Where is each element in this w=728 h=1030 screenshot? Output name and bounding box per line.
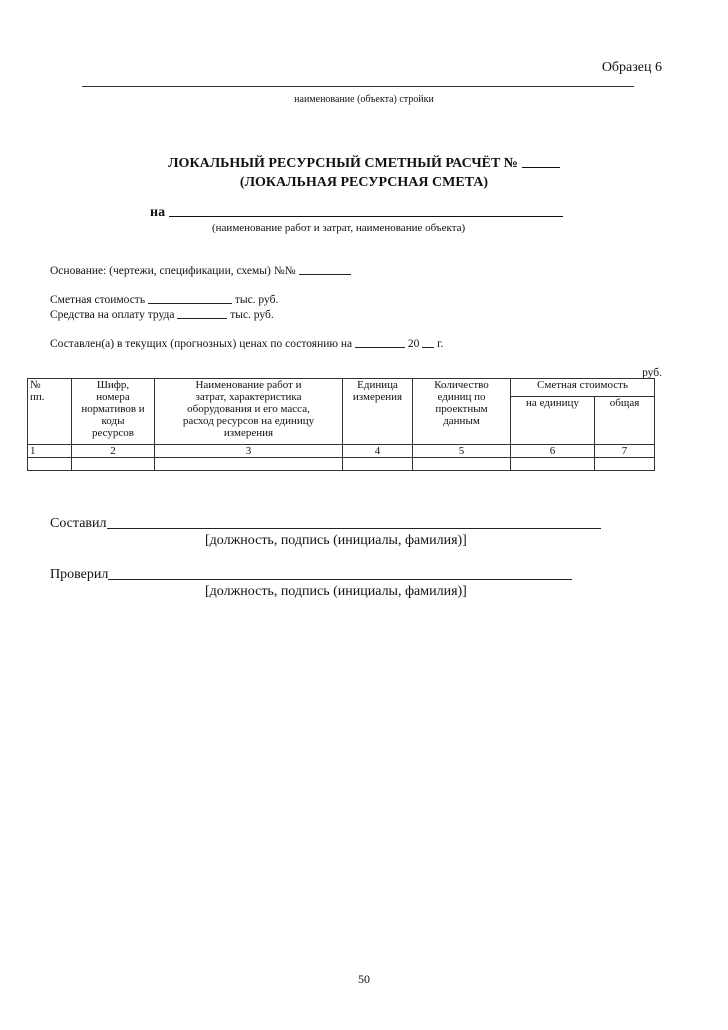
header-cost-per-unit: на единицу (511, 397, 595, 445)
document-title-text: ЛОКАЛЬНЫЙ РЕСУРСНЫЙ СМЕТНЫЙ РАСЧЁТ № (168, 156, 518, 171)
wages-label: Средства на оплату труда (50, 309, 175, 321)
document-subtitle: (ЛОКАЛЬНАЯ РЕСУРСНАЯ СМЕТА) (239, 175, 489, 190)
basis-label: Основание: (чертежи, спецификации, схемы) №№ (50, 265, 296, 277)
header-col-code: Шифр, номера нормативов и коды ресурсов (72, 379, 155, 445)
compiled-by-row (50, 514, 601, 532)
object-caption: наименование (объекта) стройки (294, 94, 434, 105)
date-blank (355, 337, 405, 348)
table-header-row (28, 379, 655, 397)
currency-label: руб. (642, 367, 662, 379)
cost-unit: тыс. руб. (234, 294, 279, 306)
column-number: 7 (595, 445, 655, 458)
checked-by-label: Проверил (50, 567, 109, 582)
header-col-quantity: Количество единиц по проектным данным (413, 379, 511, 445)
compiled-by-label: Составил (50, 516, 107, 531)
compiled-suffix: г. (437, 338, 444, 350)
header-col-unit: Единица измерения (343, 379, 413, 445)
header-col-name: Наименование работ и затрат, характеристика оборудования и его масса, расход ресурсов на единицу измерения (155, 379, 343, 445)
wages-unit: тыс. руб. (230, 309, 274, 321)
compiled-year: 20 (407, 338, 420, 350)
table-number-row (28, 445, 655, 458)
column-number: 1 (28, 445, 72, 458)
column-number: 4 (343, 445, 413, 458)
page-number: 50 (358, 972, 370, 986)
work-name-row (150, 204, 563, 221)
header-cost-group: Сметная стоимость (511, 379, 655, 397)
compiled-label: Составлен(а) в текущих (прогнозных) ценах по состоянию на (50, 338, 353, 350)
table-cell (595, 458, 655, 471)
compiled-by-caption: [должность, подпись (инициалы, фамилия)] (205, 533, 467, 548)
work-name-blank (169, 204, 563, 217)
checked-by-caption: [должность, подпись (инициалы, фамилия)] (205, 584, 467, 599)
na-label: на (150, 205, 166, 220)
checked-by-blank (108, 565, 572, 580)
table-cell (28, 458, 72, 471)
estimate-table (27, 378, 655, 471)
table-cell (511, 458, 595, 471)
sample-label: Образец 6 (601, 60, 662, 75)
table-cell (155, 458, 343, 471)
column-number: 2 (72, 445, 155, 458)
wages-blank (177, 308, 227, 319)
document-title (0, 155, 728, 172)
cost-blank (148, 293, 232, 304)
header-col-number: № пп. (28, 379, 72, 445)
table-row (28, 458, 655, 471)
compiled-line (50, 337, 443, 350)
year-blank (422, 337, 434, 348)
header-cost-total: общая (595, 397, 655, 445)
cost-label: Сметная стоимость (50, 294, 146, 306)
basis-blank (299, 264, 351, 275)
table-cell (343, 458, 413, 471)
table-cell (413, 458, 511, 471)
checked-by-row (50, 565, 572, 583)
number-blank (522, 155, 560, 168)
cost-line (50, 293, 278, 306)
column-number: 3 (155, 445, 343, 458)
column-number: 6 (511, 445, 595, 458)
column-number: 5 (413, 445, 511, 458)
compiled-by-blank (107, 514, 601, 529)
table-cell (72, 458, 155, 471)
work-name-caption: (наименование работ и затрат, наименование объекта) (212, 222, 466, 234)
wages-line (50, 308, 274, 321)
basis-line (50, 264, 351, 277)
object-name-line (82, 86, 634, 87)
